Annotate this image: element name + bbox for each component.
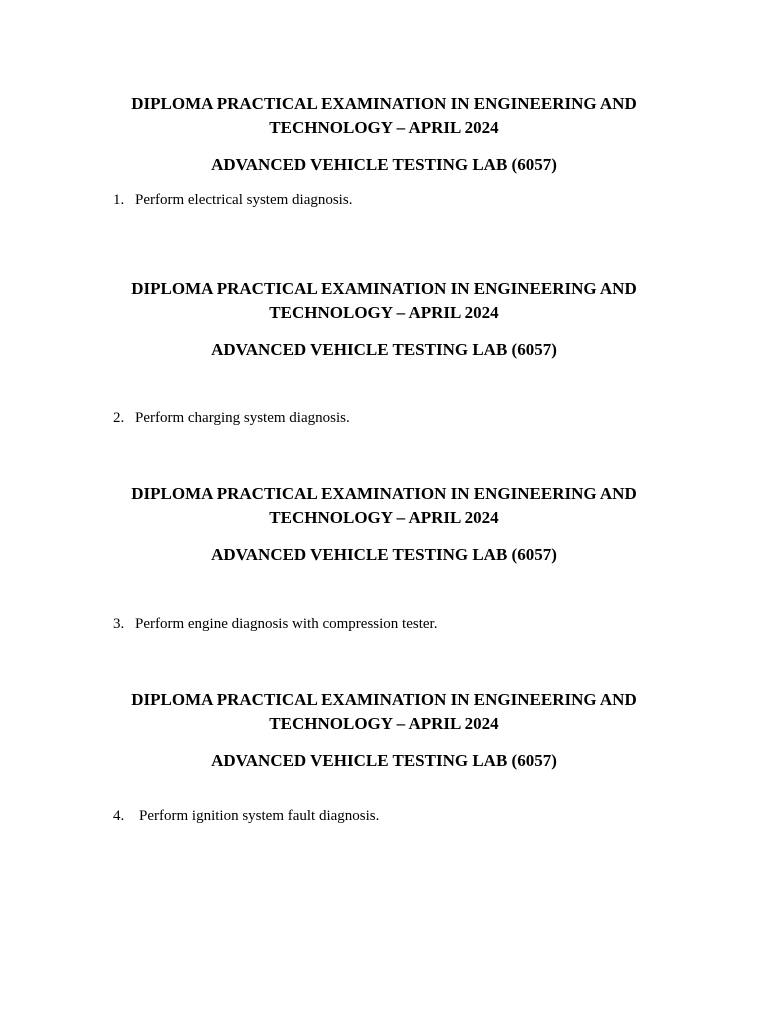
exam-title: DIPLOMA PRACTICAL EXAMINATION IN ENGINEERING AND TECHNOLOGY – APRIL 2024 (131, 690, 637, 733)
question-item-4 (113, 806, 379, 826)
question-text: Perform electrical system diagnosis. (135, 192, 353, 208)
lab-title: ADVANCED VEHICLE TESTING LAB (6057) (211, 155, 557, 174)
lab-title: ADVANCED VEHICLE TESTING LAB (6057) (211, 545, 557, 564)
question-number: 3. (113, 616, 125, 632)
question-text: Perform charging system diagnosis. (135, 410, 350, 426)
exam-section-3 (0, 482, 768, 567)
question-item-1 (113, 190, 352, 210)
lab-title: ADVANCED VEHICLE TESTING LAB (6057) (211, 340, 557, 359)
question-text: Perform ignition system fault diagnosis. (139, 808, 380, 824)
exam-section-4 (0, 688, 768, 773)
question-number: 2. (113, 410, 125, 426)
exam-section-2 (0, 277, 768, 362)
question-item-2 (113, 408, 350, 428)
exam-title: DIPLOMA PRACTICAL EXAMINATION IN ENGINEERING AND TECHNOLOGY – APRIL 2024 (131, 279, 637, 322)
lab-title: ADVANCED VEHICLE TESTING LAB (6057) (211, 751, 557, 770)
question-item-3 (113, 614, 437, 634)
exam-title: DIPLOMA PRACTICAL EXAMINATION IN ENGINEERING AND TECHNOLOGY – APRIL 2024 (131, 94, 637, 137)
question-number: 4. (113, 808, 125, 824)
question-number: 1. (113, 192, 125, 208)
question-text: Perform engine diagnosis with compression tester. (135, 616, 438, 632)
exam-section-1 (0, 92, 768, 177)
exam-title: DIPLOMA PRACTICAL EXAMINATION IN ENGINEERING AND TECHNOLOGY – APRIL 2024 (131, 484, 637, 527)
